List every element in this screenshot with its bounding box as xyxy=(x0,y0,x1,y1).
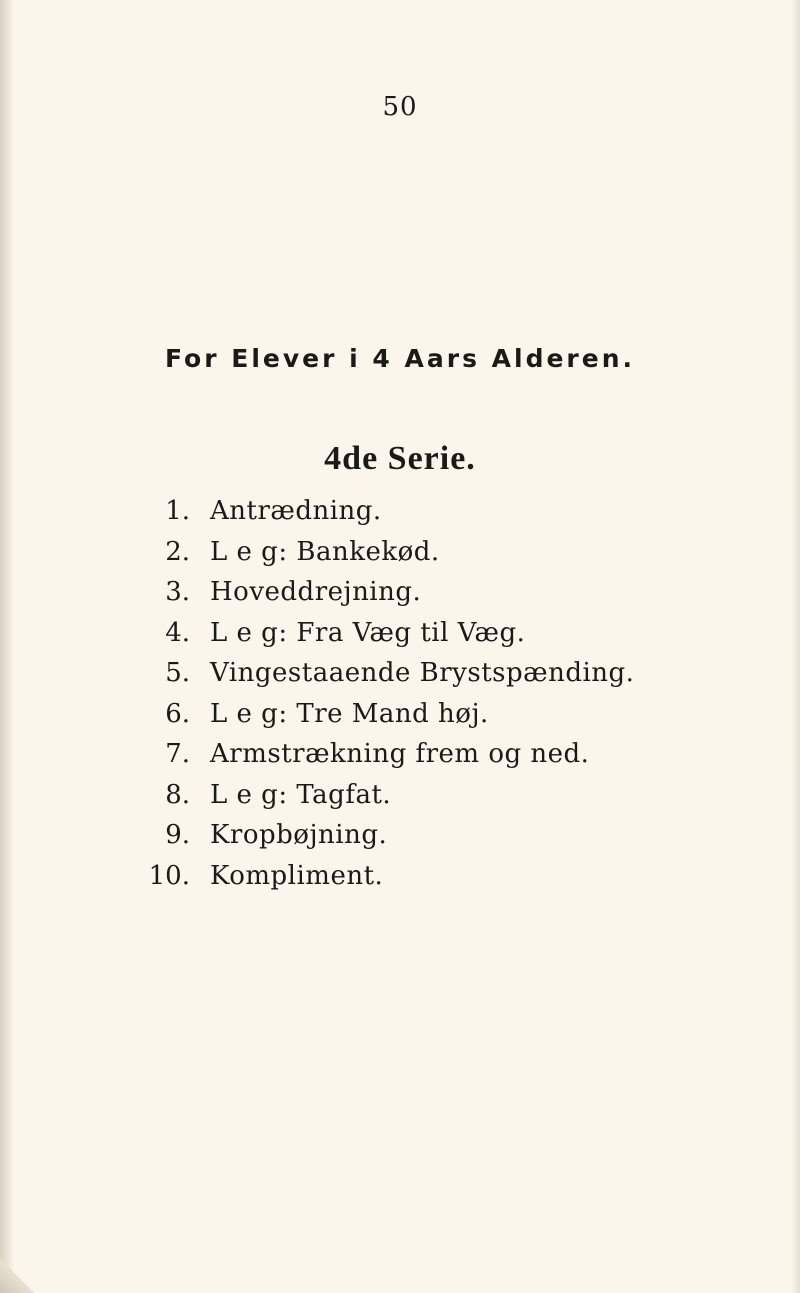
item-text: Armstrækning frem og ned. xyxy=(210,739,590,769)
item-number: 7. xyxy=(165,739,190,769)
item-number: 6. xyxy=(165,698,190,729)
item-number: 9. xyxy=(165,820,190,850)
list-item xyxy=(0,532,800,573)
item-number: 4. xyxy=(165,617,190,648)
page-number: 50 xyxy=(382,92,418,122)
item-text: Kropbøjning. xyxy=(210,820,388,850)
list-item xyxy=(0,491,800,532)
item-text: Vingestaaende Brystspænding. xyxy=(210,658,635,688)
series-title: 4de Serie. xyxy=(324,440,476,477)
item-text: Kompliment. xyxy=(210,860,384,891)
item-text: Hoveddrejning. xyxy=(210,577,422,607)
item-text: L e g: Fra Væg til Væg. xyxy=(210,617,526,648)
item-text: L e g: Tre Mand høj. xyxy=(210,698,489,729)
item-number: 8. xyxy=(165,779,190,810)
item-text: L e g: Tagfat. xyxy=(210,779,392,810)
item-text: L e g: Bankekød. xyxy=(210,536,440,567)
item-number: 5. xyxy=(165,658,190,688)
page-corner-fold xyxy=(0,1259,34,1293)
list-item xyxy=(0,856,800,897)
item-number: 1. xyxy=(165,496,190,526)
list-item xyxy=(0,613,800,654)
item-number: 10. xyxy=(148,860,190,891)
list-item xyxy=(0,694,800,735)
item-number: 3. xyxy=(165,577,190,607)
item-text: Antrædning. xyxy=(210,496,382,526)
exercise-list xyxy=(0,491,800,896)
list-item xyxy=(0,775,800,816)
list-item xyxy=(0,572,800,613)
list-item xyxy=(0,734,800,775)
page-heading: For Elever i 4 Aars Alderen. xyxy=(164,344,635,373)
list-item xyxy=(0,653,800,694)
item-number: 2. xyxy=(165,536,190,567)
list-item xyxy=(0,815,800,856)
